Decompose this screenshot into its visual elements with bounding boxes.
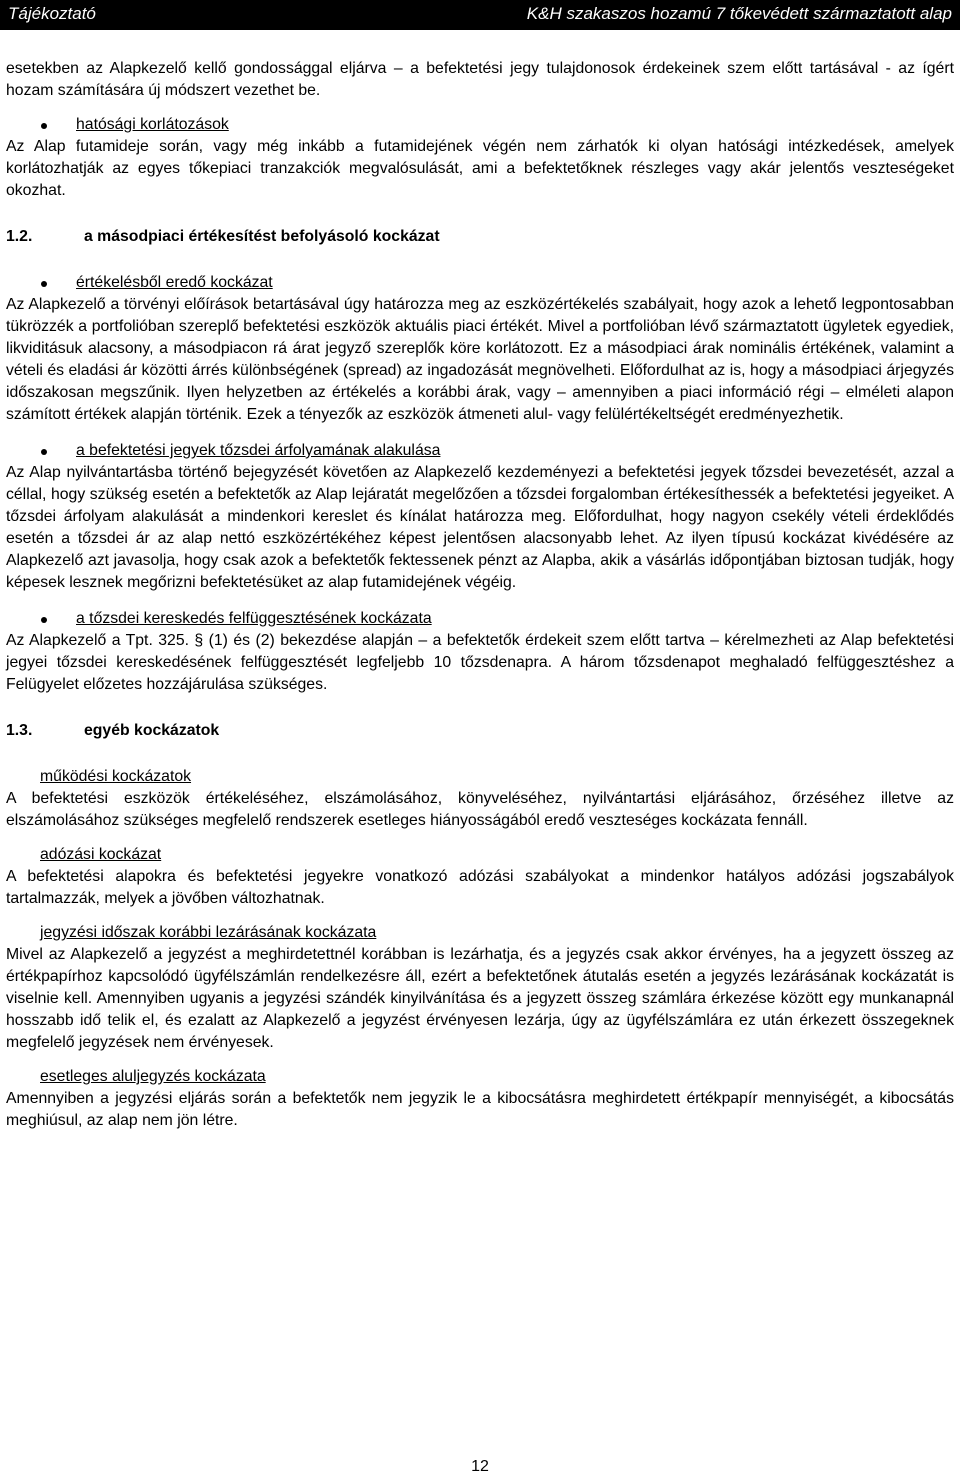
section-title: a másodpiaci értékesítést befolyásoló kockázat	[84, 228, 440, 245]
subheading-tax-risk: adózási kockázat	[40, 846, 162, 863]
bullet-label: a tőzsdei kereskedés felfüggesztésének kockázata	[76, 610, 432, 627]
subheading-operational-risk: működési kockázatok	[40, 768, 192, 785]
bullet-trading-suspension	[6, 608, 954, 630]
tax-risk-paragraph: A befektetési alapokra és befektetési jegyekre vonatkozó adózási szabályokat a mindenkor hatályos adózási jogszabályok tartalmazzák, melyek a jövőben változhatnak.	[6, 868, 954, 907]
intro-paragraph: esetekben az Alapkezelő kellő gondossággal eljárva – a befektetési jegy tulajdonosok érdekeinek szem előtt tartásával - az ígért hozam számítására új módszert vezethet be.	[6, 60, 954, 99]
bullet-dot-icon	[41, 449, 47, 455]
bullet-label: értékelésből eredő kockázat	[76, 274, 273, 291]
subheading-early-closing-risk: jegyzési időszak korábbi lezárásának kockázata	[40, 924, 377, 941]
page-header	[0, 0, 960, 30]
exchange-price-paragraph: Az Alap nyilvántartásba történő bejegyzését követően az Alapkezelő kezdeményezi a befektetési jegyek tőzsdei bevezetését, azzal a céllal, hogy szükség esetén a befektetők az Alap lejáratát megelőzően a tőzsdei forgalomban értékesíthessék a befektetési jegyeiket. A tőzsdei árfolyam alakulását a mindenkori kereslet és kínálat határozza meg. Előfordulhat, hogy nagyon csekély vételi érdeklődés esetén a tőzsdei ár az alap nettó eszközértékéhez képest jelentősen alacsonyabb lehet. Az ilyen típusú kockázat kivédésére az Alapkezelő azt javasolja, hogy csak azok a befektetők fektessenek pénzt az Alapba, akik a vásárlás időpontjában biztosan tudják, hogy képesek lesznek megőrizni befektetésüket az alap futamidejének végéig.	[6, 464, 954, 591]
bullet-dot-icon	[41, 123, 47, 129]
operational-risk-paragraph: A befektetési eszközök értékeléséhez, elszámolásához, könyveléséhez, nyilvántartási eljárásához, őrzéséhez illetve az elszámolásához szükséges megfelelő rendszerek esetleges hiányosságából eredő veszteséges kockázata fennáll.	[6, 790, 954, 829]
authority-restrictions-paragraph: Az Alap futamideje során, vagy még inkább a futamidejének végén nem zárhatók ki olyan hatósági intézkedések, amelyek korlátozhatják az egyes tőkepiaci tranzakciók megvalósulását, ami a befektetőknek részleges vagy akár jelentős veszteségeket okozhat.	[6, 138, 954, 199]
document-body	[6, 58, 954, 1132]
bullet-dot-icon	[41, 617, 47, 623]
section-heading-1-2	[6, 226, 954, 248]
header-fund-name: K&H szakaszos hozamú 7 tőkevédett származtatott alap	[526, 4, 952, 23]
bullet-valuation-risk	[6, 272, 954, 294]
section-heading-1-3	[6, 720, 954, 742]
valuation-risk-paragraph: Az Alapkezelő a törvényi előírások betartásával úgy határozza meg az eszközértékelés szabályait, hogy azok a lehető legpontosabban tükrözzék a portfolióban szereplő befektetési eszközök aktuális piaci értékét. Mivel a portfolióban lévő származtatott ügyletek egyediek, likviditásuk alacsony, a másodpiacon rá árat jegyző szereplők köre korlátozott. Ez a másodpiaci árak nominális értékének, valamint a vételi és eladási ár közötti árrés különbségének (spread) az ingadozását megnövelheti. Előfordulhat az is, hogy a másodpiaci árjegyzés időszakosan megszűnik. Ilyen helyzetben az értékelés a korábbi árak, vagy – amennyiben a piaci információ régi – elméleti alapon számított értékek alapján történik. Ezek a tényezők az eszközök átmeneti alul- vagy felülértékeltségét eredményezhetik.	[6, 296, 954, 423]
page-number: 12	[471, 1458, 489, 1475]
section-number: 1.3.	[6, 722, 33, 739]
undersubscription-risk-paragraph: Amennyiben a jegyzési eljárás során a befektetők nem jegyzik le a kibocsátásra meghirdetett értékpapír mennyiségét, a kibocsátás meghiúsul, az alap nem jön létre.	[6, 1090, 954, 1129]
bullet-dot-icon	[41, 281, 47, 287]
header-document-type: Tájékoztató	[8, 4, 96, 23]
early-closing-risk-paragraph: Mivel az Alapkezelő a jegyzést a meghirdetettnél korábban is lezárhatja, és a jegyzés csak akkor érvényes, ha a jegyzett összeg az értékpapírhoz kapcsolódó ügyfélszámlán rendelkezésre áll, ezért a befektetőnek átutalás esetén a jegyzés lezárásának kockázatát is viselnie kell. Amennyiben ugyanis a jegyzési szándék kinyilvánítása és a jegyzett összeg számlára érkezése között egy munkanapnál hosszabb idő telik el, és ezalatt az Alapkezelő a jegyzést érvényesen lezárja, úgy az ügyfélszámlára ez után érkezett összegeknek megfelelő jegyzések nem érvényesek.	[6, 946, 954, 1051]
subheading-undersubscription-risk: esetleges aluljegyzés kockázata	[40, 1068, 266, 1085]
section-title: egyéb kockázatok	[84, 722, 220, 739]
bullet-label: hatósági korlátozások	[76, 116, 229, 133]
bullet-authority-restrictions	[6, 114, 954, 136]
section-number: 1.2.	[6, 228, 33, 245]
trading-suspension-paragraph: Az Alapkezelő a Tpt. 325. § (1) és (2) bekezdése alapján – a befektetők érdekeit szem előtt tartva – kérelmezheti az Alap befektetési jegyei tőzsdei kereskedésének felfüggesztését legfeljebb 10 tőzsdenapra. A három tőzsdenapot meghaladó felfüggesztéshez a Felügyelet előzetes hozzájárulása szükséges.	[6, 632, 954, 693]
bullet-exchange-price	[6, 440, 954, 462]
bullet-label: a befektetési jegyek tőzsdei árfolyamának alakulása	[76, 442, 441, 459]
